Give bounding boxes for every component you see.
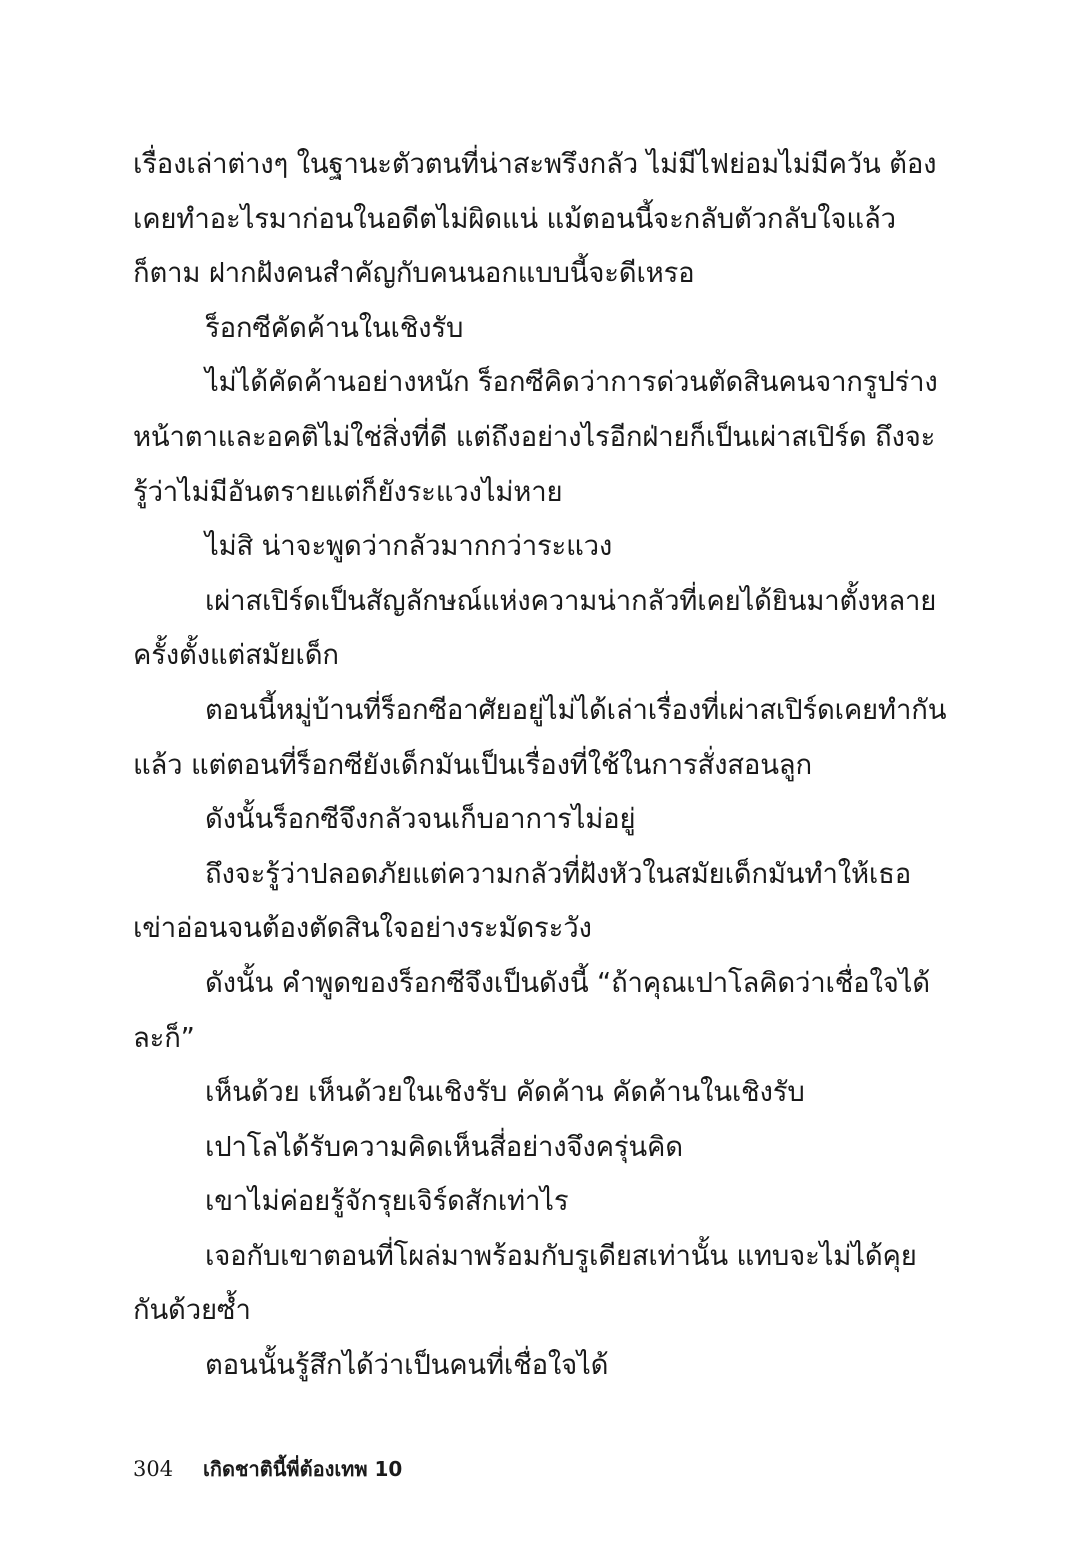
text-line: แล้ว แต่ตอนที่ร็อกซียังเด็กมันเป็นเรื่องที่ใช้ในการสั่งสอนลูก — [133, 748, 812, 781]
text-line: ไม่สิ น่าจะพูดว่ากลัวมากกว่าระแวง — [205, 530, 613, 563]
text-line: เรื่องเล่าต่างๆ ในฐานะตัวตนที่น่าสะพรึงกลัว ไม่มีไฟย่อมไม่มีควัน ต้อง — [133, 148, 937, 180]
text-line: ก็ตาม ฝากฝังคนสำคัญกับคนนอกแบบนี้จะดีเหรอ — [133, 257, 695, 290]
text-line: ตอนนั้นรู้สึกได้ว่าเป็นคนที่เชื่อใจได้ — [205, 1349, 609, 1382]
text-line: เขาไม่ค่อยรู้จักรุยเจิร์ดสักเท่าไร — [205, 1185, 569, 1218]
text-line: เห็นด้วย เห็นด้วยในเชิงรับ คัดค้าน คัดค้านในเชิงรับ — [205, 1076, 805, 1109]
text-line: รู้ว่าไม่มีอันตรายแต่ก็ยังระแวงไม่หาย — [133, 475, 563, 508]
body-text — [133, 137, 947, 1393]
text-line: เปาโลได้รับความคิดเห็นสี่อย่างจึงครุ่นคิด — [205, 1130, 683, 1163]
text-line: ละก็” — [133, 1021, 195, 1054]
text-line: เคยทำอะไรมาก่อนในอดีตไม่ผิดแน่ แม้ตอนนี้จะกลับตัวกลับใจแล้ว — [133, 202, 896, 235]
text-line: ไม่ได้คัดค้านอย่างหนัก ร็อกซีคิดว่าการด่วนตัดสินคนจากรูปร่าง — [205, 366, 938, 399]
text-line: ครั้งตั้งแต่สมัยเด็ก — [133, 639, 339, 672]
book-title: เกิดชาตินี้พี่ต้องเทพ 10 — [203, 1457, 403, 1481]
text-line: เข่าอ่อนจนต้องตัดสินใจอย่างระมัดระวัง — [133, 912, 592, 945]
page-number: 304 — [133, 1457, 174, 1481]
text-line: ดังนั้นร็อกซีจึงกลัวจนเก็บอาการไม่อยู่ — [205, 803, 636, 836]
text-line: เจอกับเขาตอนที่โผล่มาพร้อมกับรูเดียสเท่านั้น แทบจะไม่ได้คุย — [205, 1239, 917, 1272]
page-footer — [133, 1454, 402, 1484]
text-line: เผ่าสเปิร์ดเป็นสัญลักษณ์แห่งความน่ากลัวที่เคยได้ยินมาตั้งหลาย — [205, 584, 937, 617]
text-line: ดังนั้น คำพูดของร็อกซีจึงเป็นดังนี้ “ถ้าคุณเปาโลคิดว่าเชื่อใจได้ — [205, 966, 930, 999]
text-line: ถึงจะรู้ว่าปลอดภัยแต่ความกลัวที่ฝังหัวในสมัยเด็กมันทำให้เธอ — [205, 857, 912, 890]
text-line: กันด้วยซ้ำ — [133, 1294, 251, 1327]
text-line: หน้าตาและอคติไม่ใช่สิ่งที่ดี แต่ถึงอย่างไรอีกฝ่ายก็เป็นเผ่าสเปิร์ด ถึงจะ — [133, 420, 936, 453]
text-line: ร็อกซีคัดค้านในเชิงรับ — [205, 311, 464, 344]
text-line: ตอนนี้หมู่บ้านที่ร็อกซีอาศัยอยู่ไม่ได้เล่าเรื่องที่เผ่าสเปิร์ดเคยทำกัน — [205, 693, 947, 726]
